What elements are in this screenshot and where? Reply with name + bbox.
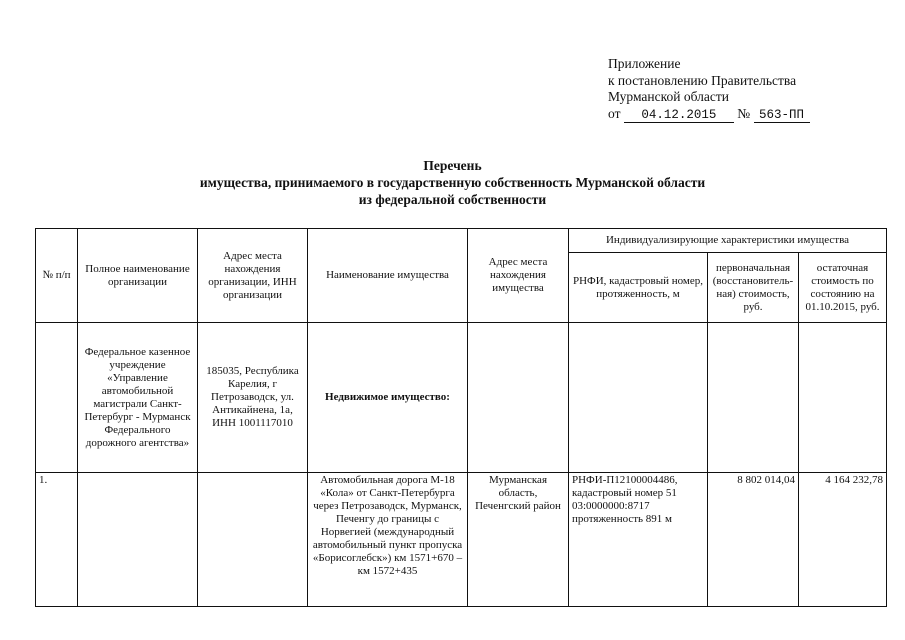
org-name: Федеральное казенное учреждение «Управление автомобильной магистрали Санкт-Петербург - Мурманск Федерального дорожного агентства» [78,323,198,473]
row-address-org [198,473,308,607]
row-property-name: Автомобильная дорога М-18 «Кола» от Санкт-Петербурга через Петрозаводск, Мурманск, Печенгу до границы с Норвегией (международный автомобильный пункт пропуска «Борисоглебск») км 1571+670 – км 1572+435 [308,473,468,607]
row-org [78,473,198,607]
date-prefix: от [608,105,621,121]
row-address-property: Мурманская область, Печенгский район [468,473,569,607]
appendix-line-2: к постановлению Правительства [608,72,797,88]
org-row [36,323,887,473]
row-rnfi: РНФИ-П12100004486, кадастровый номер 51 03:0000000:8717 протяженность 891 м [569,473,708,607]
table-row [36,473,887,607]
appendix-block [608,56,810,123]
row-num: 1. [36,473,78,607]
header-rnfi: РНФИ, кадастровый номер, протяженность, м [569,253,708,323]
number-prefix: № [737,105,751,121]
header-address-property: Адрес места нахождения имущества [468,229,569,323]
resolution-number: 563-ПП [754,108,810,123]
property-table [35,228,887,607]
org-row-residual-cost [799,323,887,473]
row-initial-cost: 8 802 014,04 [708,473,799,607]
org-row-address-property [468,323,569,473]
org-address: 185035, Республика Карелия, г Петрозаводск, ул. Антикайнена, 1а, ИНН 1001117010 [198,323,308,473]
title-line-2: имущества, принимаемого в государственную собственность Мурманской области [199,175,706,190]
org-row-initial-cost [708,323,799,473]
header-property-name: Наименование имущества [308,229,468,323]
header-residual-cost: остаточная стоимость по состоянию на 01.10.2015, руб. [799,253,887,323]
appendix-line-3: Мурманской области [608,89,729,104]
resolution-date: 04.12.2015 [624,108,734,123]
title-line-1: Перечень [423,158,482,173]
header-row-1 [36,229,887,253]
row-residual-cost: 4 164 232,78 [799,473,887,607]
property-section-label: Недвижимое имущество: [308,323,468,473]
org-row-num [36,323,78,473]
header-address-org: Адрес места нахождения организации, ИНН организации [198,229,308,323]
appendix-date-line [608,106,810,123]
appendix-line-1: Приложение [608,56,681,71]
header-num: № п/п [36,229,78,323]
title-line-3: из федеральной собственности [358,192,547,207]
org-row-rnfi [569,323,708,473]
header-initial-cost: первоначальная (восстановитель-ная) стоимость, руб. [708,253,799,323]
document-title [0,157,905,208]
header-characteristics-group: Индивидуализирующие характеристики имущества [569,229,887,253]
header-org: Полное наименование организации [78,229,198,323]
